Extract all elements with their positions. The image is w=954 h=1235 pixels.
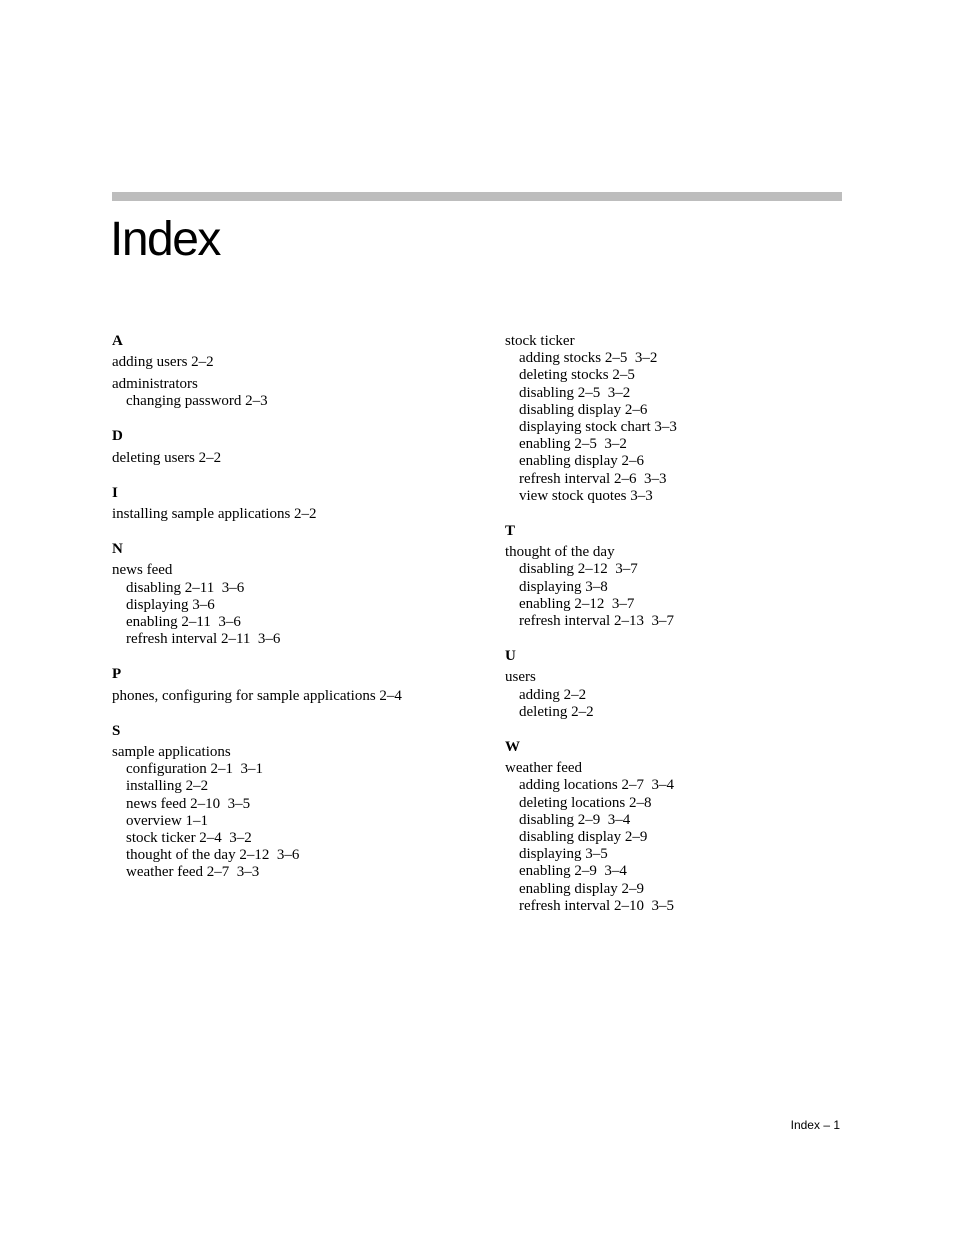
index-term: adding users 2–2 [112,354,214,371]
index-subterm: thought of the day 2–12 3–6 [126,847,300,864]
index-entry [112,376,482,410]
index-entry [112,562,482,648]
index-term: weather feed [505,760,583,777]
index-subterm: deleting stocks 2–5 [519,367,635,384]
index-subterm: enabling 2–11 3–6 [126,614,241,631]
index-term: sample applications [112,744,231,761]
index-letter-heading: N [112,541,123,558]
page-title: Index [110,213,220,266]
index-term: installing sample applications 2–2 [112,506,317,523]
index-letter-heading: T [505,523,516,540]
index-entry [112,450,482,467]
index-letter-heading: W [505,739,520,756]
index-subterm: overview 1–1 [126,812,209,829]
index-subterm: adding stocks 2–5 3–2 [519,350,658,367]
index-term: thought of the day [505,544,615,561]
index-subterm: deleting 2–2 [519,703,594,720]
index-subterm: news feed 2–10 3–5 [126,795,251,812]
index-subterm: adding locations 2–7 3–4 [519,777,674,794]
index-entry [112,688,482,705]
index-subterm: configuration 2–1 3–1 [126,761,264,778]
index-entry [112,354,482,371]
index-entry [505,333,865,505]
index-term: administrators [112,376,198,392]
index-subterm: displaying 3–8 [519,578,608,595]
index-subterm: displaying 3–5 [519,846,608,863]
index-entry [112,744,482,882]
index-letter-heading: I [112,484,118,501]
index-entry [112,506,482,523]
index-subterm: disabling 2–5 3–2 [519,384,631,401]
index-term: users [505,669,536,686]
index-entry [505,669,865,721]
index-subterm: adding 2–2 [519,686,587,703]
index-column-left [112,333,482,886]
index-letter-heading: D [112,428,123,445]
index-subterm: disabling 2–11 3–6 [126,579,245,596]
index-letter-heading: U [505,648,516,665]
index-term: phones, configuring for sample applications 2–4 [112,687,402,704]
index-subterm: displaying stock chart 3–3 [519,419,677,436]
index-term: news feed [112,562,173,579]
index-subterm: enabling 2–5 3–2 [519,436,627,453]
index-letter-heading: S [112,722,121,739]
index-column-right [505,333,865,920]
index-subterm: refresh interval 2–11 3–6 [126,631,281,648]
index-entry [505,760,865,915]
index-letter-heading: A [112,333,123,349]
index-subterm: enabling 2–12 3–7 [519,595,635,612]
index-letter-heading: P [112,666,122,683]
index-subterm: refresh interval 2–13 3–7 [519,613,674,630]
index-subterm: disabling 2–9 3–4 [519,811,631,828]
index-subterm: displaying 3–6 [126,596,215,613]
index-term: stock ticker [505,333,575,349]
index-term: deleting users 2–2 [112,449,222,466]
header-rule [112,192,842,201]
index-subterm: disabling display 2–6 [519,401,648,418]
index-subterm: enabling display 2–9 [519,880,644,897]
index-subterm: disabling 2–12 3–7 [519,561,638,578]
index-subterm: installing 2–2 [126,778,209,795]
index-subterm: enabling 2–9 3–4 [519,863,627,880]
index-subterm: refresh interval 2–6 3–3 [519,470,667,487]
index-subterm: deleting locations 2–8 [519,794,652,811]
page-footer: Index – 1 [790,1118,840,1132]
index-subterm: refresh interval 2–10 3–5 [519,897,674,914]
index-subterm: enabling display 2–6 [519,453,644,470]
index-subterm: disabling display 2–9 [519,829,648,846]
index-subterm: stock ticker 2–4 3–2 [126,830,252,847]
index-entry [505,544,865,630]
index-subterm: view stock quotes 3–3 [519,487,653,504]
index-subterm: weather feed 2–7 3–3 [126,864,260,881]
index-subterm: changing password 2–3 [126,393,268,410]
